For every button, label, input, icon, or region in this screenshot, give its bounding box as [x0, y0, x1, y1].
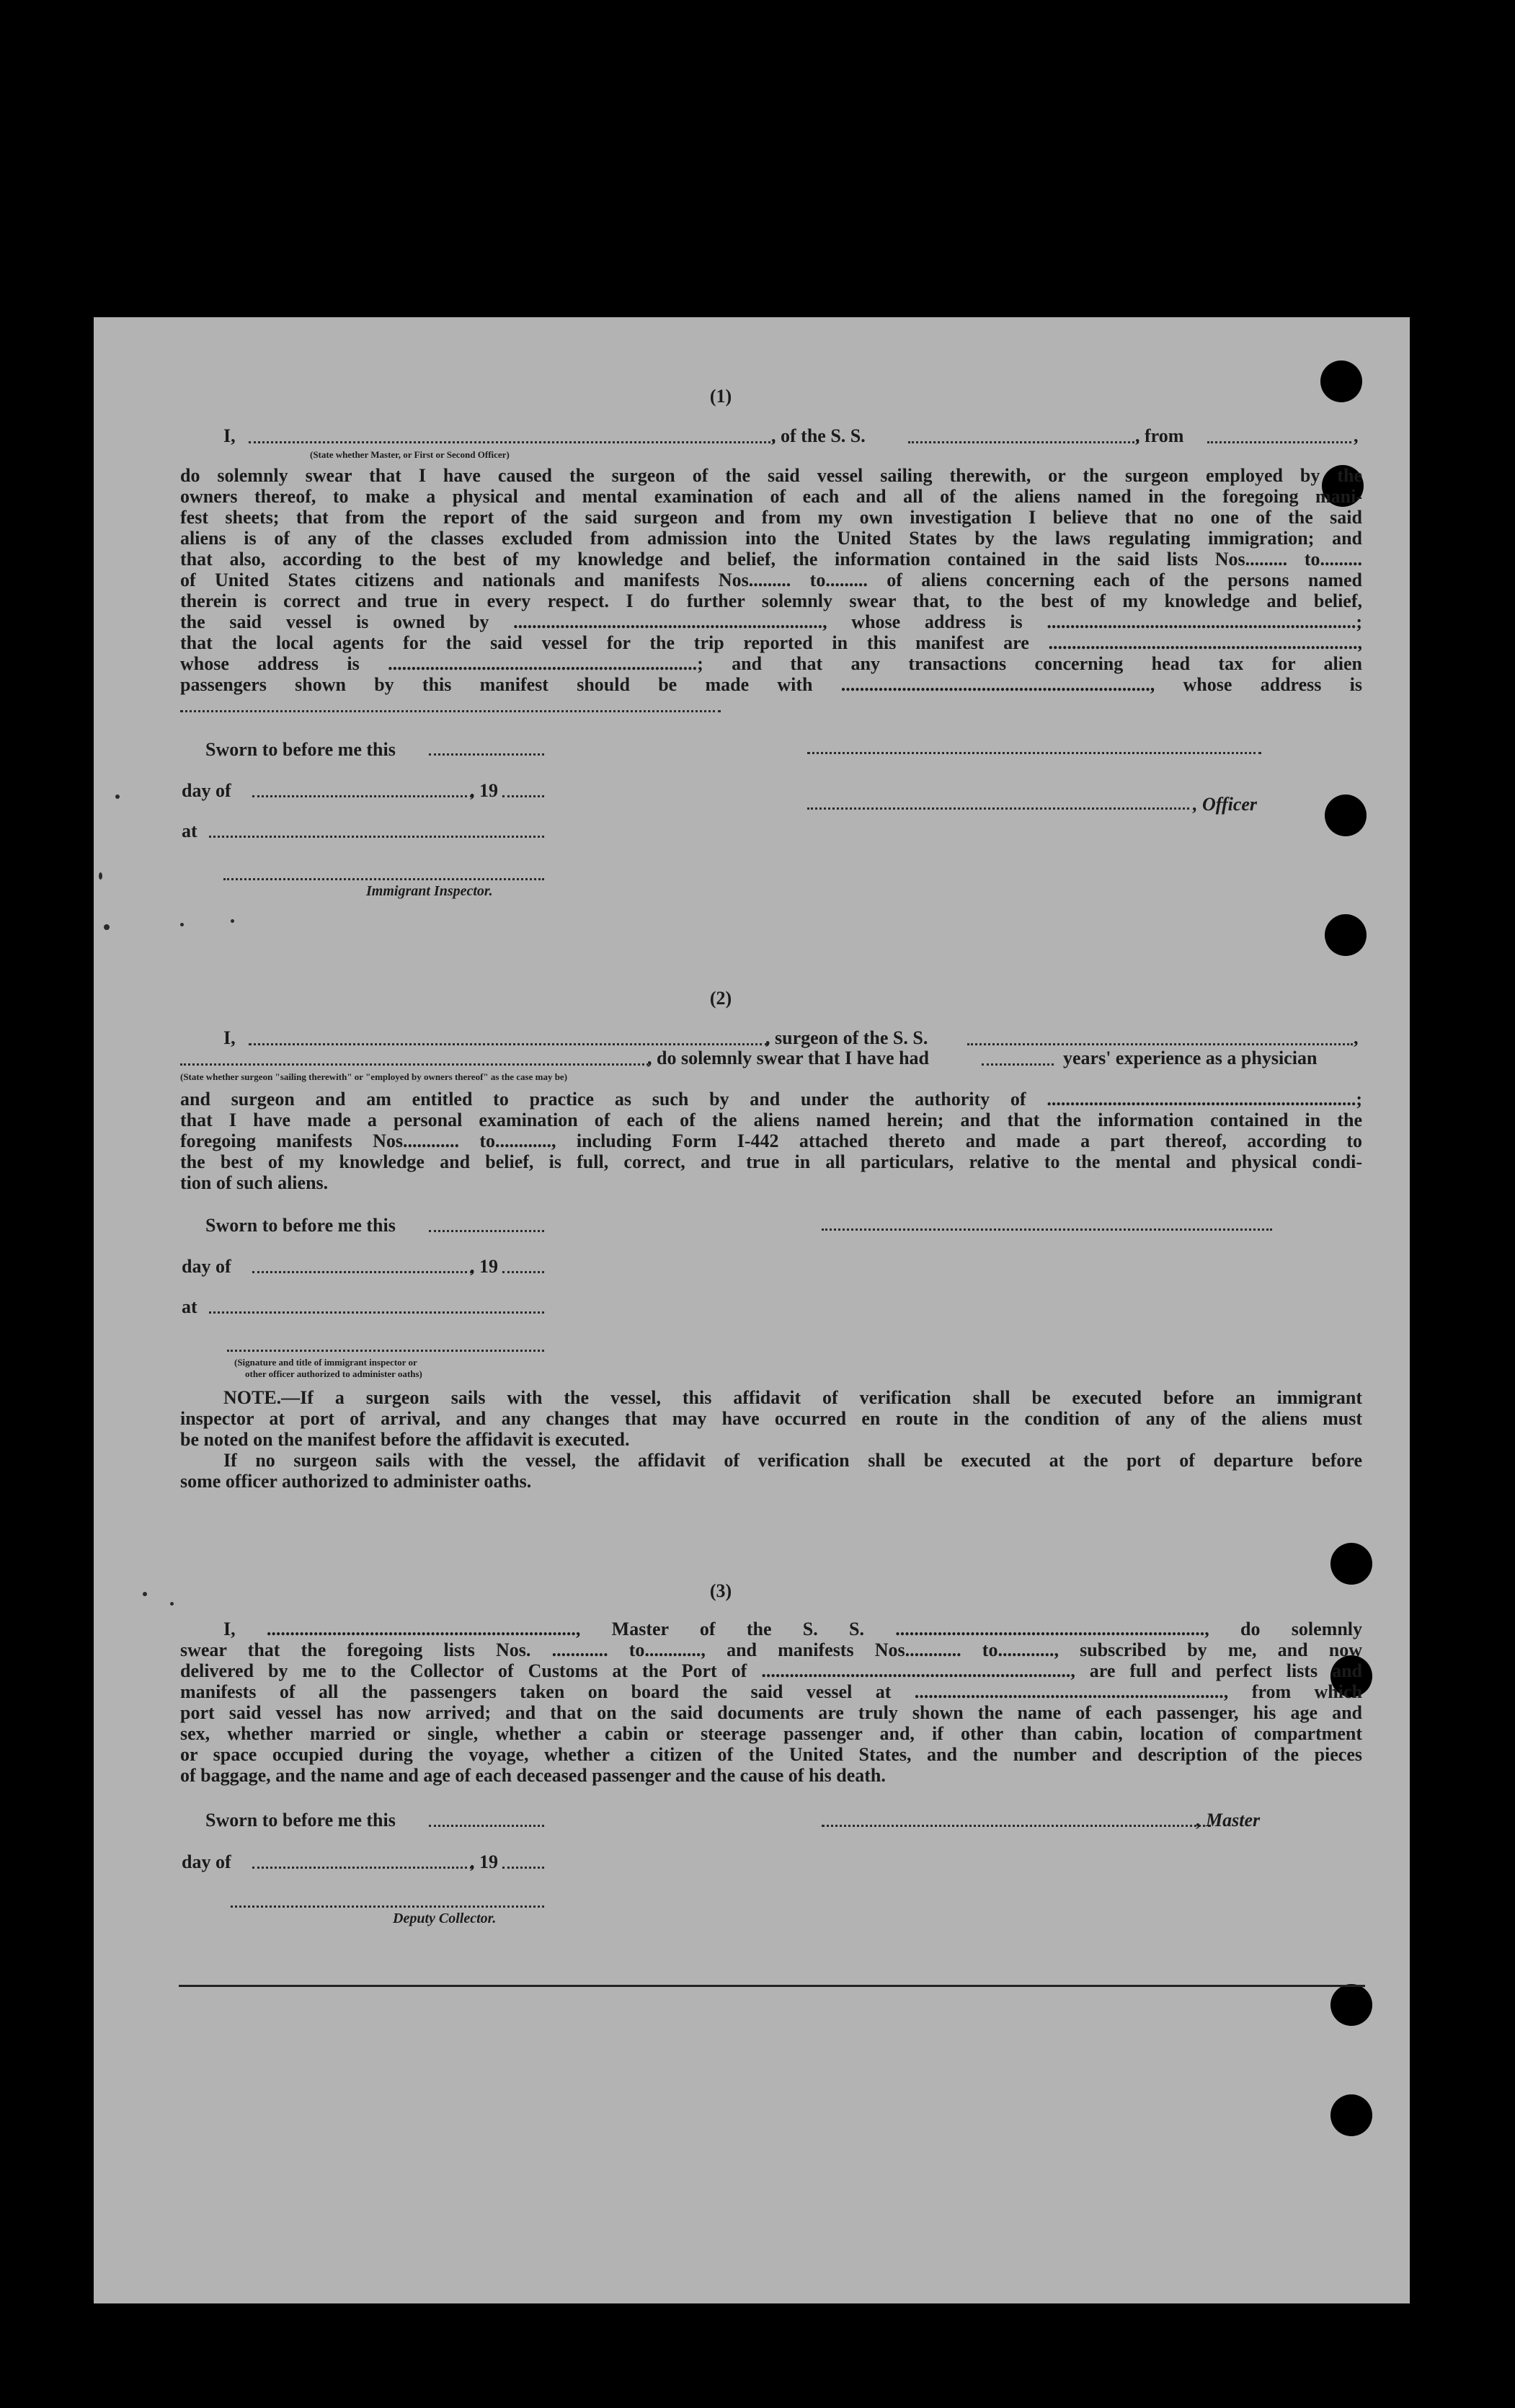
- section-2-number: (2): [709, 988, 732, 1009]
- s3-sworn-label: Sworn to before me this: [205, 1810, 396, 1831]
- s1-at-label: at: [182, 820, 197, 841]
- s2-year-label: , 19: [470, 1256, 498, 1277]
- s2-sworn-label: Sworn to before me this: [205, 1215, 396, 1236]
- binder-hole: [1330, 1984, 1372, 2026]
- s1-sworn-date-blank: [429, 753, 544, 756]
- s1-para-line: that the local agents for the said vessel for the trip reported in this manifest are ..................................................................,: [180, 632, 1362, 653]
- scan-speck: [99, 872, 102, 880]
- s2-note2-line: some officer authorized to administer oaths.: [180, 1471, 532, 1492]
- s2-line2-years: years' experience as a physician: [1063, 1048, 1318, 1068]
- s1-day-blank: [252, 795, 472, 797]
- s2-inspector-blank: [227, 1350, 544, 1352]
- s3-para-line: manifests of all the passengers taken on board the said vessel at .................................................................., from which: [180, 1681, 1362, 1702]
- s3-collector-label: Deputy Collector.: [393, 1911, 497, 1926]
- binder-hole: [1330, 2094, 1372, 2136]
- s1-line1-comma: ,: [1354, 425, 1359, 446]
- s2-para-line: foregoing manifests Nos............ to............, including Form I-442 attached thereto and made a part thereof, according to: [180, 1130, 1362, 1151]
- s1-para-line: therein is correct and true in every respect. I do further solemnly swear that, to the best of my knowledge and belief,: [180, 590, 1362, 611]
- s2-day-blank: [252, 1271, 472, 1273]
- s3-collector-blank: [231, 1905, 544, 1908]
- s2-para-line: that I have made a personal examination of each of the aliens named herein; and that the information contained in the: [180, 1110, 1362, 1130]
- s3-para-line: I, .................................................................., Master of the S. S. .................................................................., do solemnly: [223, 1619, 1362, 1639]
- bottom-rule: [179, 1985, 1365, 1987]
- s2-line2-swear: , do solemnly swear that I have had: [647, 1048, 930, 1068]
- s2-year-blank: [502, 1271, 544, 1273]
- s1-year-blank: [502, 795, 544, 797]
- s1-sworn-label: Sworn to before me this: [205, 739, 396, 760]
- s2-line1-comma: ,: [1354, 1027, 1359, 1048]
- s3-master-label: , Master: [1196, 1810, 1261, 1831]
- s2-para-line: tion of such aliens.: [180, 1172, 329, 1193]
- s1-para-line: whose address is ..................................................................; and that any transactions concerning head tax for alien: [180, 653, 1362, 674]
- s2-note-line: inspector at port of arrival, and any changes that may have occurred en route in the condition of any of the aliens must: [180, 1408, 1362, 1429]
- section-3-number: (3): [709, 1580, 732, 1601]
- s1-para-line: the said vessel is owned by .................................................................., whose address is ..................................................................;: [180, 611, 1362, 632]
- s1-para-line: owners thereof, to make a physical and mental examination of each and all of the aliens named in the foregoing mani-: [180, 486, 1362, 507]
- s1-officer-blank: [807, 807, 1189, 810]
- s1-day-of-label: day of: [182, 780, 231, 801]
- s3-day-of-label: day of: [182, 1851, 231, 1872]
- s1-line1-from: , from: [1135, 425, 1184, 446]
- s3-master-blank: [822, 1825, 1211, 1827]
- s2-sworn-date-blank: [429, 1230, 544, 1232]
- s2-note-line: NOTE.—If a surgeon sails with the vessel, this affidavit of verification shall be executed before an immigrant: [223, 1387, 1362, 1408]
- s1-para-line: passengers shown by this manifest should be made with .................................................................., whose address is: [180, 674, 1362, 695]
- binder-hole: [1330, 1543, 1372, 1585]
- s1-officer-name-blank: [249, 441, 775, 443]
- s3-day-blank: [252, 1867, 472, 1869]
- s1-officer-note: (State whether Master, or First or Second Officer): [310, 449, 510, 460]
- s1-inspector-label: Immigrant Inspector.: [366, 883, 493, 899]
- s3-para-line: sex, whether married or single, whether a cabin or steerage passenger and, if other than cabin, location of compartment: [180, 1723, 1362, 1744]
- s1-inspector-blank: [223, 878, 544, 880]
- s2-day-of-label: day of: [182, 1256, 231, 1277]
- s3-para-line: port said vessel has now arrived; and that on the said documents are truly shown the name of each passenger, his age and: [180, 1702, 1362, 1723]
- s2-vessel-blank: [967, 1043, 1353, 1045]
- s1-year-label: , 19: [470, 780, 498, 801]
- s2-line1-i: I,: [223, 1027, 236, 1048]
- s3-para-line: of baggage, and the name and age of each deceased passenger and the cause of his death.: [180, 1765, 886, 1786]
- s1-line1-vessel: , of the S. S.: [771, 425, 866, 446]
- s3-year-blank: [502, 1867, 544, 1869]
- s1-para-line: that also, according to the best of my knowledge and belief, the information contained in the said lists Nos......... to.........: [180, 549, 1362, 570]
- manifest-affidavit-page: [94, 317, 1410, 2303]
- binder-hole: [1320, 360, 1362, 402]
- scan-speck: [180, 923, 184, 926]
- s2-years-blank: [982, 1063, 1054, 1066]
- s3-para-line: or space occupied during the voyage, whether a citizen of the United States, and the number and description of the pieces: [180, 1744, 1362, 1765]
- s3-sworn-date-blank: [429, 1825, 544, 1827]
- s1-para-line: aliens is of any of the classes excluded from admission into the United States by the laws regulating immigration; and: [180, 528, 1362, 549]
- s3-year-label: , 19: [470, 1851, 498, 1872]
- s1-address-blank: [180, 710, 721, 712]
- s2-at-blank: [209, 1311, 544, 1314]
- s2-surgeon-name-blank: [249, 1043, 768, 1045]
- s2-signature-note: other officer authorized to administer oaths): [245, 1368, 422, 1379]
- s3-para-line: delivered by me to the Collector of Customs at the Port of .................................................................., are full and perfect lists and: [180, 1660, 1362, 1681]
- s2-at-label: at: [182, 1296, 197, 1317]
- s3-para-line: swear that the foregoing lists Nos. ............ to............, and manifests Nos............ to............, subscribed by me, and now: [180, 1639, 1362, 1660]
- s2-line1-surgeon: , surgeon of the S. S.: [765, 1027, 928, 1048]
- binder-hole: [1325, 914, 1367, 956]
- s2-capacity-note: (State whether surgeon "sailing therewith" or "employed by owners thereof" as the case may be): [180, 1071, 568, 1082]
- s1-at-blank: [209, 836, 544, 838]
- s2-signature-blank: [822, 1229, 1272, 1231]
- s2-capacity-blank: [180, 1063, 649, 1066]
- s1-vessel-blank: [908, 441, 1139, 443]
- s1-line1-i: I,: [223, 425, 236, 446]
- s2-note-line: be noted on the manifest before the affidavit is executed.: [180, 1429, 630, 1450]
- s2-para-line: the best of my knowledge and belief, is full, correct, and true in all particulars, relative to the mental and physical condi-: [180, 1151, 1362, 1172]
- scan-speck: [170, 1602, 174, 1606]
- s1-from-blank: [1207, 441, 1351, 443]
- s2-note2-line: If no surgeon sails with the vessel, the affidavit of verification shall be executed at the port of departure before: [223, 1450, 1362, 1471]
- scan-speck: [143, 1592, 147, 1596]
- s1-officer-label: , Officer: [1193, 794, 1258, 815]
- s2-para-line: and surgeon and am entitled to practice as such by and under the authority of ..................................................................;: [180, 1089, 1362, 1110]
- s1-para-line: do solemnly swear that I have caused the surgeon of the said vessel sailing therewith, or the surgeon employed by the: [180, 465, 1362, 486]
- s2-signature-note: (Signature and title of immigrant inspector or: [234, 1357, 417, 1368]
- scan-speck: [231, 919, 234, 923]
- binder-hole: [1325, 794, 1367, 836]
- s1-signature-blank: [807, 752, 1261, 754]
- s1-para-line: fest sheets; that from the report of the said surgeon and from my own investigation I believe that no one of the said: [180, 507, 1362, 528]
- scan-speck: [115, 794, 120, 799]
- section-1-number: (1): [709, 386, 732, 407]
- scan-speck: [104, 924, 110, 930]
- s1-para-line: of United States citizens and nationals and manifests Nos......... to......... of aliens concerning each of the persons named: [180, 570, 1362, 590]
